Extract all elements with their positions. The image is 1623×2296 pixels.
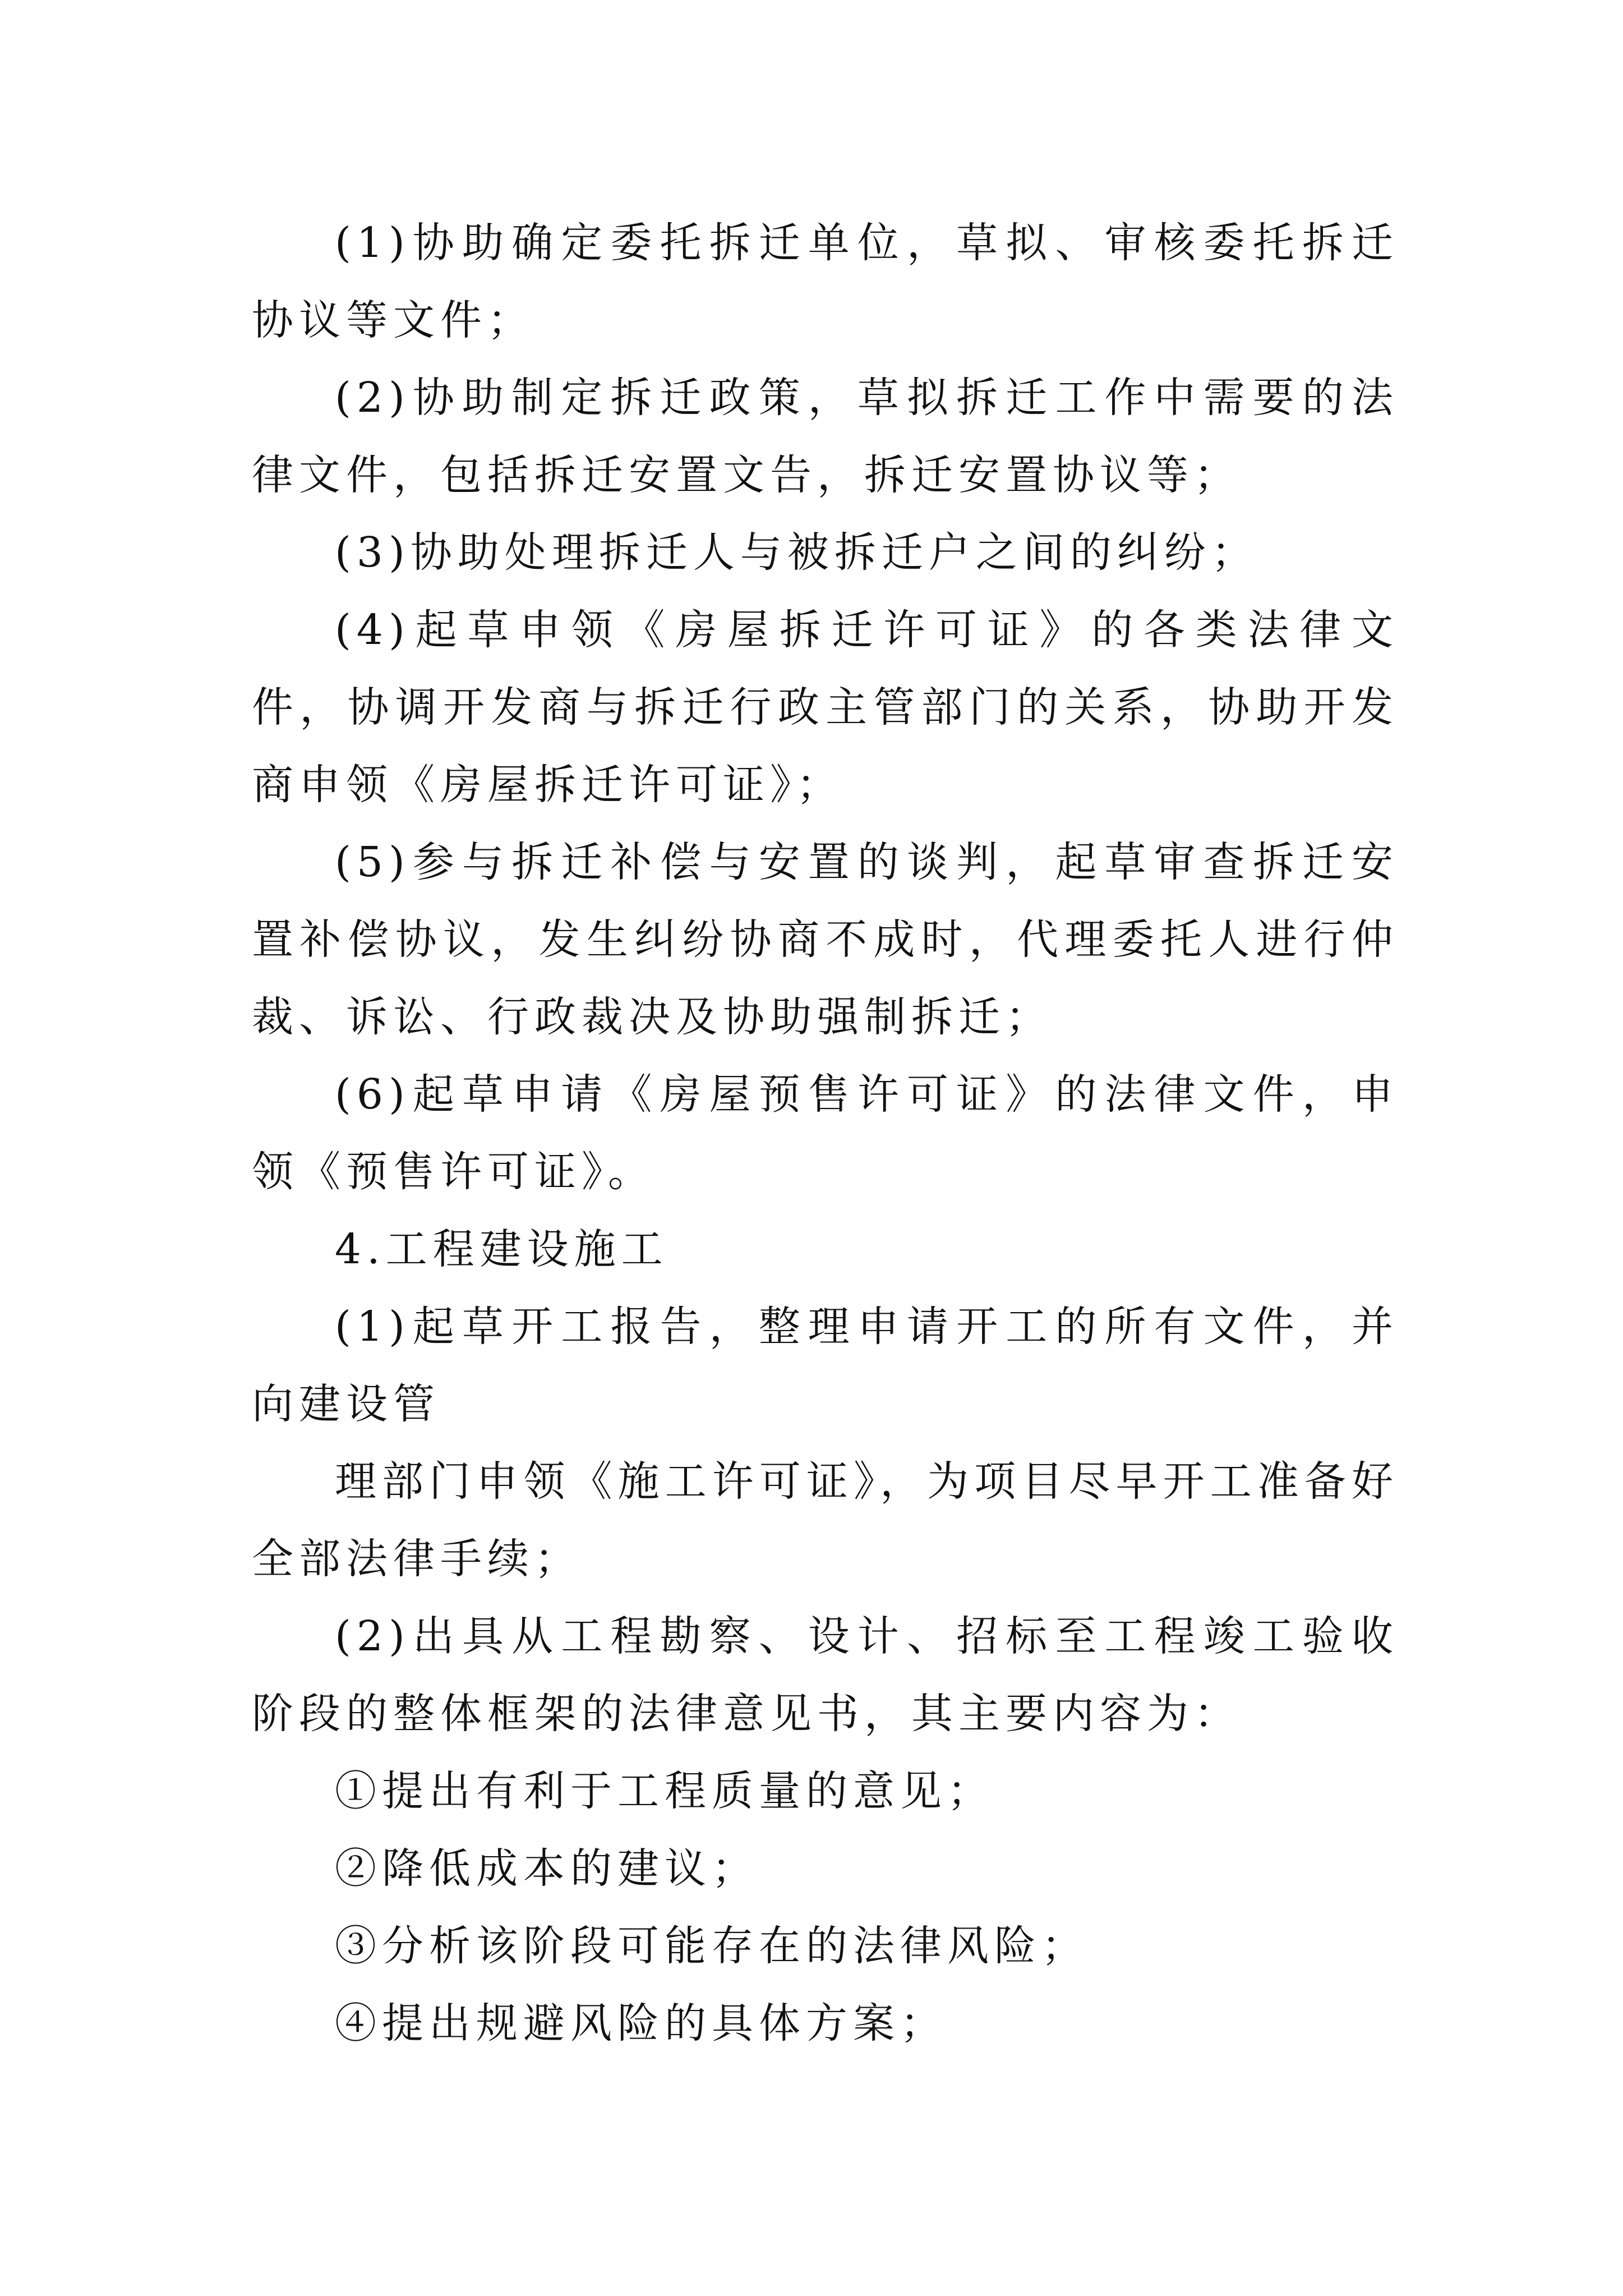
paragraph-demolition-permit: (4)起草申领《房屋拆迁许可证》的各类法律文件，协调开发商与拆迁行政主管部门的关系，协助开发商申领《房屋拆迁许可证》； (252, 606, 1399, 809)
paragraph-demolition-policy: (2)协助制定拆迁政策，草拟拆迁工作中需要的法律文件，包括拆迁安置文告，拆迁安置协议等； (252, 374, 1399, 499)
paragraph-start-report: (1)起草开工报告，整理申请开工的所有文件，并向建设管 (252, 1303, 1399, 1428)
list-item-risk-analysis: ③分析该阶段可能存在的法律风险； (335, 1922, 1089, 1970)
paragraph-demolition-entrust: (1)协助确定委托拆迁单位，草拟、审核委托拆迁协议等文件； (252, 219, 1399, 344)
section-heading-construction: 4.工程建设施工 (335, 1225, 668, 1273)
paragraph-construction-permit: 理部门申领《施工许可证》，为项目尽早开工准备好全部法律手续； (252, 1457, 1399, 1583)
document-body (252, 204, 1399, 2062)
list-item-cost: ②降低成本的建议； (335, 1844, 759, 1893)
list-item-risk-avoidance: ④提出规避风险的具体方案； (335, 1999, 947, 2047)
paragraph-compensation-negotiation: (5)参与拆迁补偿与安置的谈判，起草审查拆迁安置补偿协议，发生纠纷协商不成时，代理委托人进行仲裁、诉讼、行政裁决及协助强制拆迁； (252, 838, 1399, 1041)
paragraph-legal-opinion: (2)出具从工程勘察、设计、招标至工程竣工验收阶段的整体框架的法律意见书，其主要内容为： (252, 1612, 1399, 1738)
paragraph-demolition-dispute: (3)协助处理拆迁人与被拆迁户之间的纠纷； (335, 528, 1258, 577)
list-item-quality: ①提出有利于工程质量的意见； (335, 1767, 994, 1815)
paragraph-presale-permit: (6)起草申请《房屋预售许可证》的法律文件，申领《预售许可证》。 (252, 1070, 1399, 1196)
